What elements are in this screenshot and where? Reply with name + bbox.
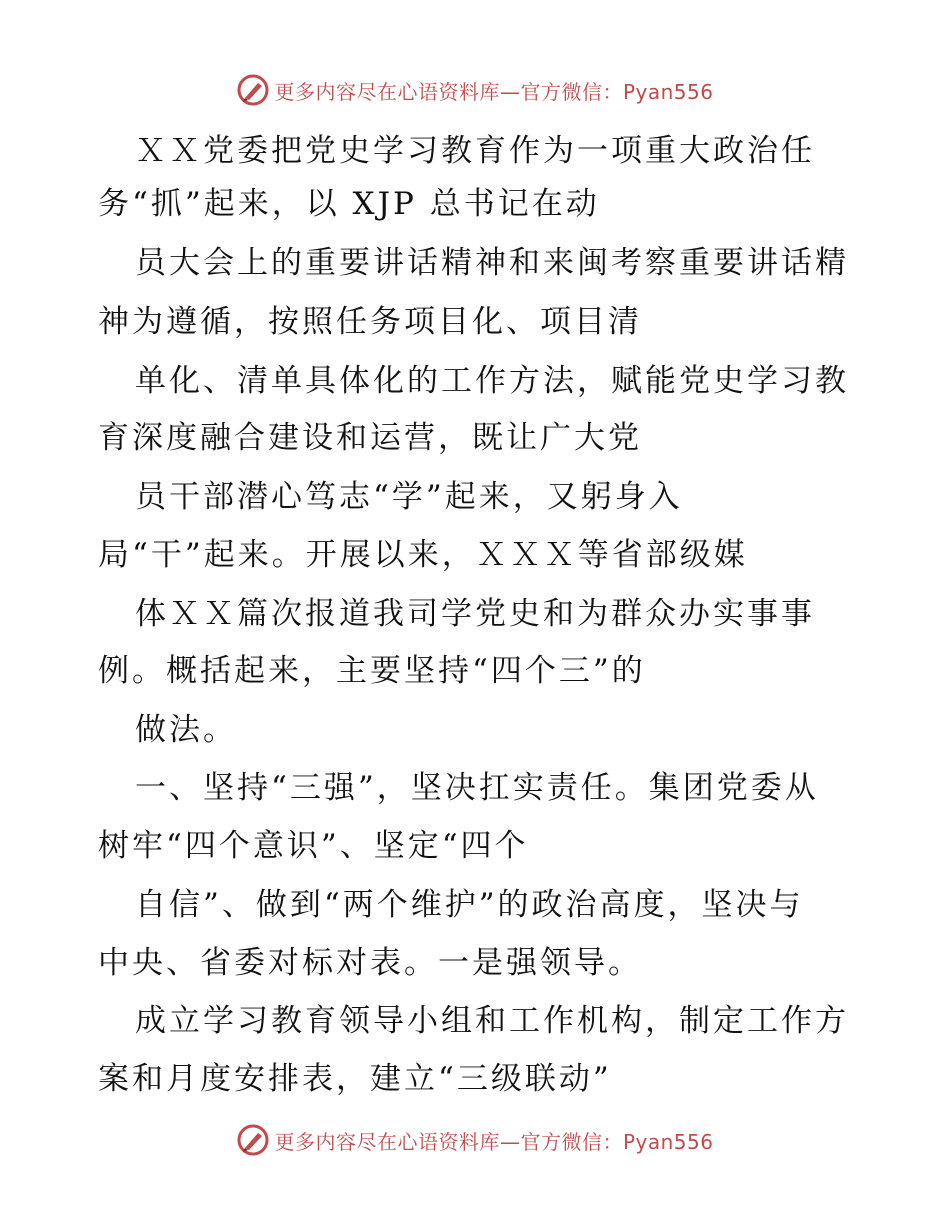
- text-line: 单化、清单具体化的工作方法，赋能党史学习教: [135, 363, 849, 399]
- text-line: 局“干”起来。开展以来，ＸＸＸ等省部级媒: [98, 537, 748, 573]
- header-watermark: [0, 70, 950, 110]
- text-line: 树牢“四个意识”、坚定“四个: [98, 828, 529, 864]
- text-line: 员大会上的重要讲话精神和来闽考察重要讲话精: [135, 245, 849, 281]
- text-line: ＸＸ党委把党史学习教育作为一项重大政治任: [135, 133, 815, 169]
- pen-logo-icon: [236, 1123, 270, 1157]
- text-line: 神为遵循，按照任务项目化、项目清: [98, 304, 642, 340]
- text-line: 做法。: [135, 712, 237, 748]
- text-line: 体ＸＸ篇次报道我司学党史和为群众办实事事: [135, 596, 815, 632]
- text-line: 成立学习教育领导小组和工作机构，制定工作方: [135, 1003, 849, 1039]
- pen-logo-icon: [236, 73, 270, 107]
- text-line: 例。概括起来，主要坚持“四个三”的: [98, 653, 646, 689]
- text-line: 员干部潜心笃志“学”起来，又躬身入: [135, 479, 683, 515]
- text-line: 自信”、做到“两个维护”的政治高度，坚决与: [135, 887, 804, 923]
- text-line: 中央、省委对标对表。一是强领导。: [98, 945, 642, 981]
- text-line: 一、坚持“三强”，坚决扛实责任。集团党委从: [135, 770, 819, 806]
- header-watermark-text: 更多内容尽在心语资料库—官方微信：Pyan556: [274, 79, 714, 104]
- text-line: 案和月度安排表，建立“三级联动”: [98, 1061, 612, 1097]
- footer-watermark: [0, 1120, 950, 1160]
- footer-watermark-text: 更多内容尽在心语资料库—官方微信：Pyan556: [274, 1129, 714, 1154]
- text-line: 育深度融合建设和运营，既让广大党: [98, 420, 642, 456]
- text-line: 务“抓”起来，以 XJP 总书记在动: [98, 186, 600, 222]
